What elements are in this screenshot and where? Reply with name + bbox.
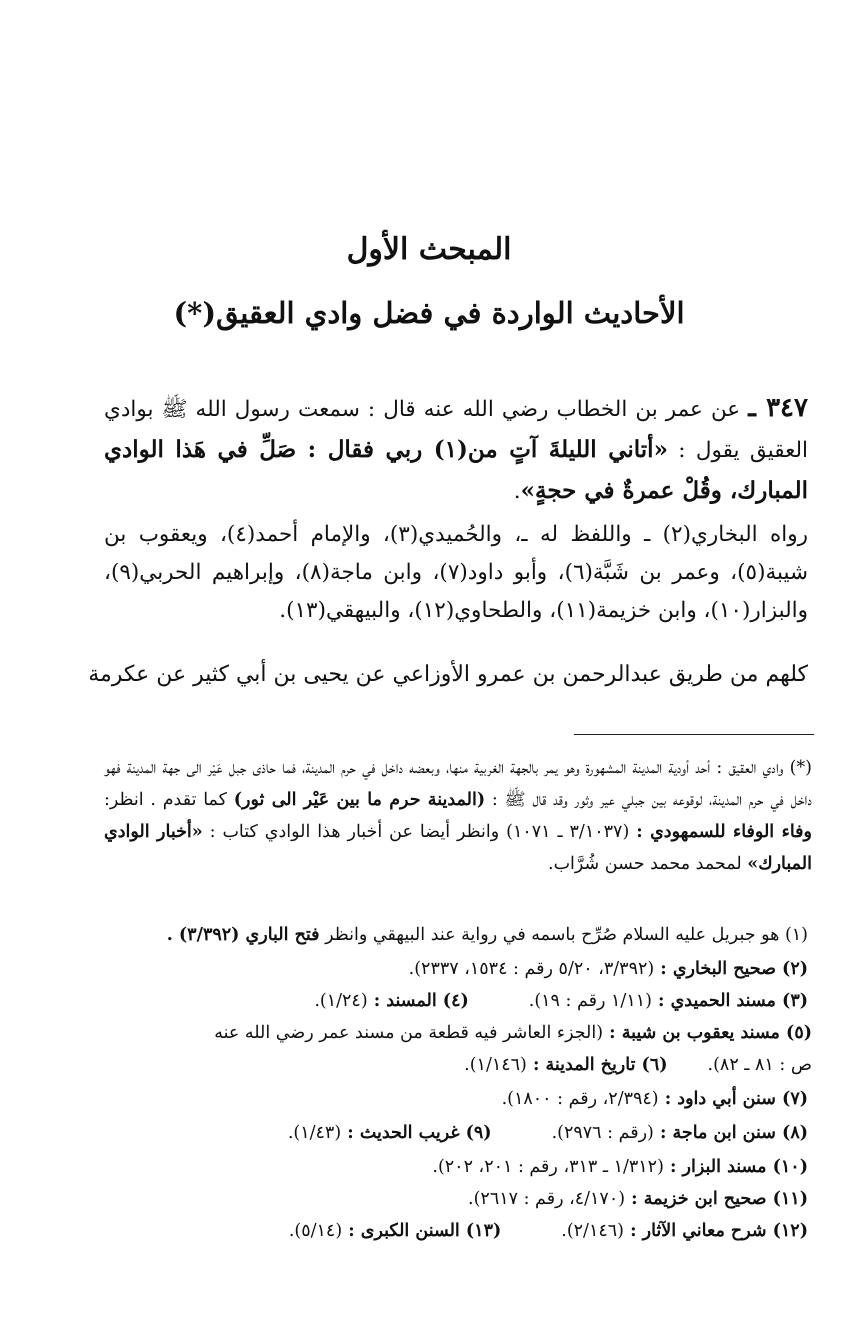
footnote-9-text: (١/٤٣). — [287, 1123, 342, 1143]
footnote-2 — [409, 954, 808, 984]
footnote-1-ref: فتح الباري (٣/٣٩٢) . — [166, 925, 320, 945]
footnote-12-text: (٢/١٤٦). — [561, 1221, 624, 1241]
isnad-line: كلهم من طريق عبدالرحمن بن عمرو الأوزاعي عن يحيى بن أبي كثير عن عكرمة — [88, 662, 808, 687]
footnote-7-label: (٧) سنن أبي داود : — [658, 1089, 808, 1109]
footnote-11-text: (٤/١٧٠، رقم : ٢٦١٧). — [468, 1189, 626, 1209]
footnote-2-text: (٣/٣٩٢، ٥/٢٠ رقم : ١٥٣٤، ٢٣٣٧). — [408, 959, 655, 979]
hadith-paragraph — [104, 388, 808, 512]
footnote-10-text: (١/٣١٢ ـ ٣١٣، رقم : ٢٠١، ٢٠٢). — [432, 1157, 664, 1177]
footnote-5-continuation: ص : ٨١ ـ ٨٢). — [707, 1055, 812, 1075]
footnote-11-label: (١١) صحيح ابن خزيمة : — [625, 1189, 808, 1209]
footnote-6-text: (١/١٤٦). — [464, 1055, 527, 1075]
hadith-matn: «أتاني الليلةَ آتٍ من(١) ربي فقال : صَلِّ في هَذا الوادي المبارك، وقُلْ عمرةٌ في حجةٍ» — [104, 436, 808, 504]
footnote-9-label: (٩) غريب الحديث : — [341, 1123, 492, 1143]
hadith-number: ٣٤٧ ـ — [748, 393, 808, 423]
footnote-star-text-1: (*) وادي العقيق : أحد أودية المدينة المشهورة وهو يمر بالجهة الغربية منها، وبعضه داخل في حرم المدينة، فما حاذى جبل عَيْر الى جهة المدينة فهو داخل في حرم المدينة، لوقوعه بين جبلي عير وثور وقد قال ﷺ : — [104, 758, 812, 810]
footnote-row-3-4 — [314, 986, 808, 1016]
footnote-3-text: (١/١١ رقم : ١٩). — [528, 991, 652, 1011]
footnote-5 — [108, 1018, 812, 1048]
footnote-1-text: (١) هو جبريل عليه السلام صُرِّح باسمه في رواية عند البيهقي وانظر — [319, 925, 808, 945]
footnote-11 — [468, 1184, 808, 1214]
footnote-4-text: (١/٢٤). — [314, 991, 368, 1011]
footnote-5-label: (٥) مسند يعقوب بن شيبة : — [603, 1023, 812, 1043]
footnote-10-label: (١٠) مسند البزار : — [663, 1157, 808, 1177]
footnote-row-8-9 — [288, 1118, 808, 1148]
footnote-1 — [167, 920, 808, 950]
section-title: الأحاديث الواردة في فضل وادي العقيق(*) — [173, 296, 685, 330]
footnote-7-text: (٢/٣٩٤، رقم : ١٨٠٠). — [501, 1089, 659, 1109]
narrators-paragraph: رواه البخاري(٢) ـ واللفظ له ـ، والحُميدي(٣)، والإمام أحمد(٤)، ويعقوب بن شيبة(٥)، وعمر بن شَبَّة(٦)، وأبو داود(٧)، وابن ماجة(٨)، وإبراهيم الحربي(٩)، والبزار(١٠)، وابن خزيمة(١١)، والطحاوي(١٢)، والبيهقي(١٣). — [104, 522, 808, 623]
footnote-2-label: (٢) صحيح البخاري : — [654, 959, 808, 979]
footnote-star-hadith: (المدينة حرم ما بين عَيْر الى ثور) — [233, 790, 486, 810]
footnote-8-text: (رقم : ٢٩٧٦). — [551, 1123, 654, 1143]
footnote-8-label: (٨) سنن ابن ماجة : — [653, 1123, 808, 1143]
footnote-star-book: «أخبار الوادي المبارك» — [104, 822, 812, 874]
footnote-12-label: (١٢) شرح معاني الآثار : — [623, 1221, 808, 1241]
footnote-7 — [502, 1084, 808, 1114]
footnote-6-label: (٦) تاريخ المدينة : — [526, 1055, 668, 1075]
footnote-divider — [574, 734, 814, 735]
footnote-row-5-6 — [464, 1050, 812, 1080]
footnote-star-text-3: (٣/١٠٣٧ ـ ١٠٧١) وانظر أيضا عن أخبار هذا الوادي كتاب : — [202, 822, 637, 842]
footnote-4-label: (٤) المسند : — [367, 991, 469, 1011]
hadith-intro: عن عمر بن الخطاب رضي الله عنه قال : سمعت رسول الله ﷺ بوادي العقيق يقول : — [104, 397, 809, 463]
footnote-13-text: (٥/١٤). — [288, 1221, 343, 1241]
footnote-star — [104, 752, 812, 880]
footnote-star-text-4: لمحمد محمد حسن شُرَّاب. — [548, 854, 748, 874]
footnote-13-label: (١٣) السنن الكبرى : — [342, 1221, 502, 1241]
hadith-end: . — [513, 479, 521, 504]
chapter-title: المبحث الأول — [346, 232, 512, 267]
footnote-star-text-2: كما تقدم . انظر: — [104, 790, 234, 810]
footnote-10 — [432, 1152, 808, 1182]
footnote-3-label: (٣) مسند الحميدي : — [651, 991, 808, 1011]
footnote-5-text: (الجزء العاشر فيه قطعة من مسند عمر رضي الله عنه — [214, 1023, 604, 1043]
footnote-row-12-13 — [289, 1216, 808, 1246]
footnote-star-source: وفاء الوفاء للسمهودي : — [636, 822, 812, 842]
